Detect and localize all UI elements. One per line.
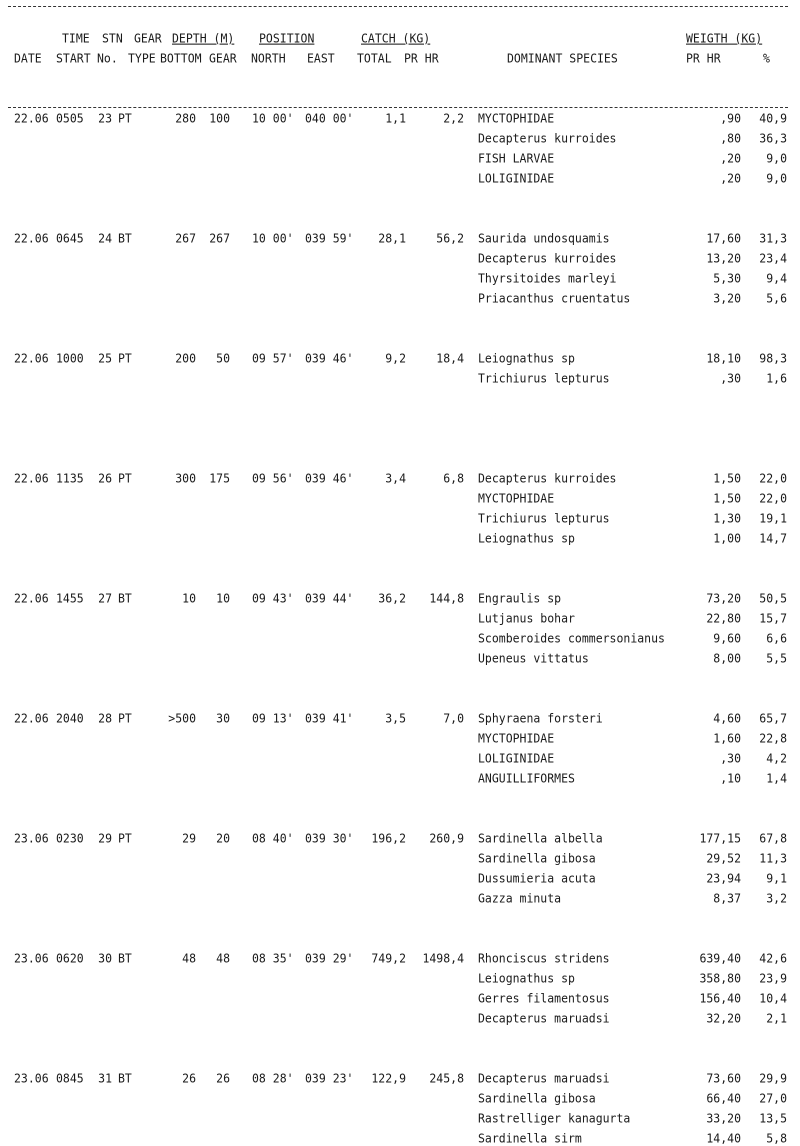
station-north: 09 56' [252, 471, 294, 486]
species-weight: 18,10 [706, 351, 741, 366]
station-date: 23.06 [14, 1071, 49, 1086]
header-weight-group: WEIGTH (KG) [686, 31, 763, 46]
header-no: No. [97, 51, 118, 66]
species-name: Saurida undosquamis [478, 231, 610, 246]
species-weight: 1,00 [713, 531, 741, 546]
species-percent: 6,6 [766, 631, 787, 646]
species-name: Leiognathus sp [478, 971, 575, 986]
station-gear-depth: 267 [209, 231, 230, 246]
station-east: 039 46' [305, 351, 354, 366]
station-bottom: 267 [175, 231, 196, 246]
station-bottom: 200 [175, 351, 196, 366]
species-percent: 65,7 [759, 711, 787, 726]
species-weight: 156,40 [699, 991, 741, 1006]
species-name: Sardinella gibosa [478, 1091, 596, 1106]
station-date: 22.06 [14, 711, 49, 726]
station-time: 0845 [56, 1071, 84, 1086]
station-pr-hr: 2,2 [443, 111, 464, 126]
species-weight: ,30 [720, 751, 741, 766]
species-name: Trichiurus lepturus [478, 371, 610, 386]
species-name: Leiognathus sp [478, 351, 575, 366]
species-weight: 29,52 [706, 851, 741, 866]
station-time: 0620 [56, 951, 84, 966]
species-percent: 9,1 [766, 871, 787, 886]
species-percent: 5,8 [766, 1131, 787, 1146]
station-total: 749,2 [371, 951, 406, 966]
species-weight: 32,20 [706, 1011, 741, 1026]
species-name: Sardinella albella [478, 831, 603, 846]
station-bottom: 26 [182, 1071, 196, 1086]
header-dominant-species: DOMINANT SPECIES [507, 51, 618, 66]
species-name: Trichiurus lepturus [478, 511, 610, 526]
station-date: 22.06 [14, 471, 49, 486]
species-percent: 67,8 [759, 831, 787, 846]
species-percent: 23,9 [759, 971, 787, 986]
species-name: Sardinella sirm [478, 1131, 582, 1146]
station-east: 039 41' [305, 711, 354, 726]
station-north: 09 57' [252, 351, 294, 366]
species-weight: 73,20 [706, 591, 741, 606]
species-name: Gazza minuta [478, 891, 562, 906]
species-name: LOLIGINIDAE [478, 751, 555, 766]
header-catch-group: CATCH (KG) [361, 31, 431, 46]
station-pr-hr: 6,8 [443, 471, 464, 486]
station-total: 3,5 [385, 711, 406, 726]
station-stn: 29 [98, 831, 112, 846]
species-weight: 358,80 [699, 971, 741, 986]
species-weight: 1,30 [713, 511, 741, 526]
station-stn: 27 [98, 591, 112, 606]
header-position-group: POSITION [259, 31, 315, 46]
station-total: 9,2 [385, 351, 406, 366]
station-gear: PT [118, 471, 132, 486]
species-name: Sphyraena forsteri [478, 711, 603, 726]
station-pr-hr: 260,9 [429, 831, 464, 846]
station-time: 1455 [56, 591, 84, 606]
species-name: Engraulis sp [478, 591, 562, 606]
species-name: Decapterus kurroides [478, 251, 617, 266]
species-percent: 22,0 [759, 491, 787, 506]
station-time: 1000 [56, 351, 84, 366]
species-percent: 9,0 [766, 151, 787, 166]
species-percent: 40,9 [759, 111, 787, 126]
station-stn: 25 [98, 351, 112, 366]
station-date: 22.06 [14, 111, 49, 126]
station-gear-depth: 20 [216, 831, 230, 846]
species-percent: 14,7 [759, 531, 787, 546]
species-name: MYCTOPHIDAE [478, 491, 555, 506]
station-north: 09 43' [252, 591, 294, 606]
header-start: START [56, 51, 91, 66]
species-percent: 29,9 [759, 1071, 787, 1086]
species-percent: 13,5 [759, 1111, 787, 1126]
station-gear: BT [118, 951, 132, 966]
header-percent: % [763, 51, 770, 66]
species-name: Thyrsitoides marleyi [478, 271, 617, 286]
species-name: LOLIGINIDAE [478, 171, 555, 186]
species-weight: 9,60 [713, 631, 741, 646]
species-percent: 10,4 [759, 991, 787, 1006]
species-weight: ,80 [720, 131, 741, 146]
species-weight: 4,60 [713, 711, 741, 726]
species-percent: 23,4 [759, 251, 787, 266]
header-type: TYPE [128, 51, 156, 66]
species-weight: 1,50 [713, 491, 741, 506]
species-weight: ,10 [720, 771, 741, 786]
species-percent: 2,1 [766, 1011, 787, 1026]
station-gear-depth: 26 [216, 1071, 230, 1086]
species-percent: 5,5 [766, 651, 787, 666]
station-date: 22.06 [14, 231, 49, 246]
species-name: Priacanthus cruentatus [478, 291, 631, 306]
station-north: 08 40' [252, 831, 294, 846]
station-gear-depth: 100 [209, 111, 230, 126]
species-name: Decapterus kurroides [478, 471, 617, 486]
station-time: 0230 [56, 831, 84, 846]
station-bottom: 300 [175, 471, 196, 486]
station-pr-hr: 56,2 [436, 231, 464, 246]
station-stn: 24 [98, 231, 112, 246]
header-time-line1: TIME [62, 31, 90, 46]
species-name: MYCTOPHIDAE [478, 731, 555, 746]
station-gear: PT [118, 831, 132, 846]
station-pr-hr: 7,0 [443, 711, 464, 726]
species-percent: 27,0 [759, 1091, 787, 1106]
station-east: 039 30' [305, 831, 354, 846]
species-name: ANGUILLIFORMES [478, 771, 575, 786]
species-weight: 177,15 [699, 831, 741, 846]
station-north: 10 00' [252, 231, 294, 246]
station-gear: BT [118, 1071, 132, 1086]
station-total: 28,1 [378, 231, 406, 246]
station-bottom: 29 [182, 831, 196, 846]
station-date: 22.06 [14, 591, 49, 606]
species-percent: 11,3 [759, 851, 787, 866]
station-east: 039 46' [305, 471, 354, 486]
species-percent: 22,0 [759, 471, 787, 486]
species-weight: 73,60 [706, 1071, 741, 1086]
station-date: 22.06 [14, 351, 49, 366]
station-north: 10 00' [252, 111, 294, 126]
species-weight: 17,60 [706, 231, 741, 246]
species-weight: 1,50 [713, 471, 741, 486]
header-divider [8, 107, 788, 108]
species-weight: 66,40 [706, 1091, 741, 1106]
header-pr-hr: PR HR [404, 51, 439, 66]
species-name: Sardinella gibosa [478, 851, 596, 866]
station-pr-hr: 245,8 [429, 1071, 464, 1086]
species-weight: 22,80 [706, 611, 741, 626]
station-north: 09 13' [252, 711, 294, 726]
species-name: Upeneus vittatus [478, 651, 589, 666]
header-bottom: BOTTOM [160, 51, 202, 66]
station-time: 1135 [56, 471, 84, 486]
species-percent: 19,1 [759, 511, 787, 526]
species-percent: 9,4 [766, 271, 787, 286]
species-percent: 22,8 [759, 731, 787, 746]
species-weight: ,20 [720, 151, 741, 166]
species-name: Decapterus maruadsi [478, 1071, 610, 1086]
species-name: Leiognathus sp [478, 531, 575, 546]
species-weight: 639,40 [699, 951, 741, 966]
species-name: FISH LARVAE [478, 151, 555, 166]
station-gear-depth: 30 [216, 711, 230, 726]
species-percent: 1,4 [766, 771, 787, 786]
species-weight: 1,60 [713, 731, 741, 746]
header-east: EAST [307, 51, 335, 66]
station-north: 08 28' [252, 1071, 294, 1086]
header-total: TOTAL [357, 51, 392, 66]
station-gear-depth: 50 [216, 351, 230, 366]
station-bottom: 48 [182, 951, 196, 966]
station-gear-depth: 175 [209, 471, 230, 486]
header-weight-pr-hr: PR HR [686, 51, 721, 66]
species-percent: 5,6 [766, 291, 787, 306]
station-east: 039 44' [305, 591, 354, 606]
species-weight: 23,94 [706, 871, 741, 886]
species-weight: 8,37 [713, 891, 741, 906]
species-weight: 5,30 [713, 271, 741, 286]
station-pr-hr: 18,4 [436, 351, 464, 366]
station-time: 0505 [56, 111, 84, 126]
species-percent: 98,3 [759, 351, 787, 366]
station-east: 039 29' [305, 951, 354, 966]
species-percent: 9,0 [766, 171, 787, 186]
station-gear: PT [118, 711, 132, 726]
species-name: Decapterus maruadsi [478, 1011, 610, 1026]
station-stn: 30 [98, 951, 112, 966]
station-pr-hr: 144,8 [429, 591, 464, 606]
species-percent: 4,2 [766, 751, 787, 766]
species-name: Decapterus kurroides [478, 131, 617, 146]
species-weight: 3,20 [713, 291, 741, 306]
header-depth-group: DEPTH (M) [172, 31, 235, 46]
species-name: Rastrelliger kanagurta [478, 1111, 631, 1126]
top-divider [8, 6, 788, 7]
station-total: 122,9 [371, 1071, 406, 1086]
station-bottom: 10 [182, 591, 196, 606]
species-percent: 42,6 [759, 951, 787, 966]
species-name: MYCTOPHIDAE [478, 111, 555, 126]
station-bottom: 280 [175, 111, 196, 126]
species-weight: ,90 [720, 111, 741, 126]
station-time: 0645 [56, 231, 84, 246]
header-stn-line1: STN [102, 31, 123, 46]
species-weight: 8,00 [713, 651, 741, 666]
station-stn: 28 [98, 711, 112, 726]
species-percent: 1,6 [766, 371, 787, 386]
station-bottom: >500 [168, 711, 196, 726]
station-east: 039 59' [305, 231, 354, 246]
station-gear: BT [118, 591, 132, 606]
station-pr-hr: 1498,4 [422, 951, 464, 966]
species-percent: 3,2 [766, 891, 787, 906]
station-gear: PT [118, 111, 132, 126]
station-total: 36,2 [378, 591, 406, 606]
station-gear-depth: 48 [216, 951, 230, 966]
species-name: Gerres filamentosus [478, 991, 610, 1006]
species-name: Scomberoides commersonianus [478, 631, 665, 646]
station-north: 08 35' [252, 951, 294, 966]
station-total: 3,4 [385, 471, 406, 486]
species-percent: 31,3 [759, 231, 787, 246]
species-weight: 33,20 [706, 1111, 741, 1126]
species-weight: ,20 [720, 171, 741, 186]
species-percent: 50,5 [759, 591, 787, 606]
station-total: 1,1 [385, 111, 406, 126]
station-date: 23.06 [14, 831, 49, 846]
species-weight: 13,20 [706, 251, 741, 266]
station-gear-depth: 10 [216, 591, 230, 606]
station-gear: PT [118, 351, 132, 366]
station-stn: 23 [98, 111, 112, 126]
station-east: 040 00' [305, 111, 354, 126]
station-stn: 26 [98, 471, 112, 486]
header-gear-line1: GEAR [134, 31, 162, 46]
species-name: Rhonciscus stridens [478, 951, 610, 966]
station-east: 039 23' [305, 1071, 354, 1086]
species-percent: 15,7 [759, 611, 787, 626]
species-name: Dussumieria acuta [478, 871, 596, 886]
station-time: 2040 [56, 711, 84, 726]
header-date: DATE [14, 51, 42, 66]
station-gear: BT [118, 231, 132, 246]
species-weight: 14,40 [706, 1131, 741, 1146]
station-total: 196,2 [371, 831, 406, 846]
species-name: Lutjanus bohar [478, 611, 575, 626]
station-stn: 31 [98, 1071, 112, 1086]
station-date: 23.06 [14, 951, 49, 966]
header-gear: GEAR [209, 51, 237, 66]
species-weight: ,30 [720, 371, 741, 386]
header-north: NORTH [251, 51, 286, 66]
species-percent: 36,3 [759, 131, 787, 146]
